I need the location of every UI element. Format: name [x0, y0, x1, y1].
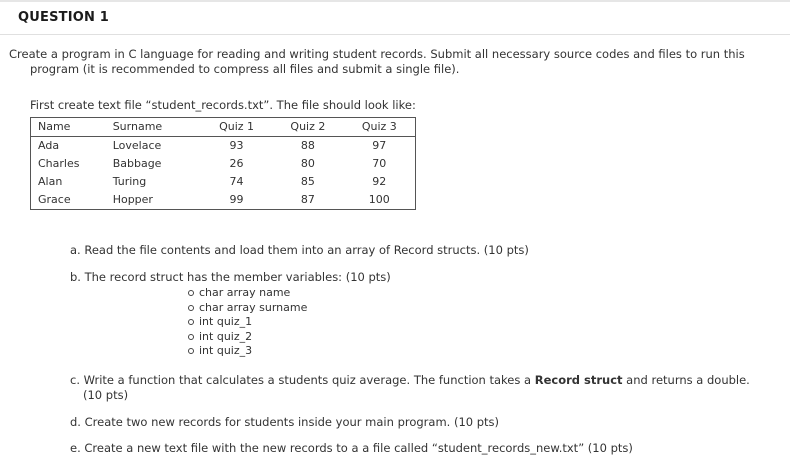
question-intro — [9, 47, 781, 77]
table-row — [31, 173, 416, 191]
hollow-bullet-icon — [188, 319, 194, 325]
hollow-bullet-icon — [188, 305, 194, 311]
header-surname: Surname — [113, 118, 201, 137]
cell-surname: Lovelace — [112, 139, 162, 152]
list-item — [188, 301, 307, 316]
member-label: int quiz_2 — [199, 329, 253, 343]
student-records-table — [30, 117, 416, 210]
top-divider — [0, 0, 790, 2]
table-lead-text: First create text file “student_records.txt”. The file should look like: — [30, 98, 416, 112]
title-divider — [0, 34, 790, 35]
task-c-text: c. Write a function that calculates a students quiz average. The function takes a — [70, 373, 535, 387]
member-label: char array surname — [199, 300, 308, 314]
struct-member-list — [188, 286, 307, 359]
task-c-emphasis: Record struct — [534, 373, 623, 387]
member-label: int quiz_3 — [199, 344, 253, 357]
table-row — [31, 191, 416, 210]
task-e: e. Create a new text file with the new records to a a file called “student_records_new.txt” (10 pts) — [70, 441, 633, 455]
list-item — [188, 344, 307, 359]
cell-surname: Hopper — [112, 193, 153, 206]
member-label: char array name — [199, 286, 291, 299]
cell-quiz-2: 80 — [300, 157, 315, 170]
cell-quiz-1: 26 — [229, 157, 244, 170]
cell-quiz-3: 70 — [372, 157, 387, 170]
cell-quiz-3: 100 — [368, 193, 390, 206]
table-header-row — [31, 118, 416, 137]
list-item — [188, 286, 307, 301]
list-item — [188, 315, 307, 330]
question-title: QUESTION 1 — [18, 10, 110, 25]
cell-quiz-3: 97 — [372, 139, 387, 152]
task-b: b. The record struct has the member variables: (10 pts) — [70, 270, 391, 284]
cell-quiz-3: 92 — [372, 175, 387, 188]
header-quiz-3: Quiz 3 — [344, 118, 416, 137]
cell-name: Charles — [38, 157, 80, 170]
list-item — [188, 330, 307, 345]
task-c-text-end: and returns a double. — [622, 373, 750, 387]
cell-name: Ada — [38, 139, 60, 152]
cell-quiz-1: 93 — [229, 139, 244, 152]
task-c-line-1 — [70, 373, 782, 388]
task-a: a. Read the file contents and load them into an array of Record structs. (10 pts) — [70, 243, 529, 257]
cell-quiz-1: 74 — [229, 175, 244, 188]
hollow-bullet-icon — [188, 348, 194, 354]
intro-line-2: program (it is recommended to compress all files and submit a single file). — [30, 62, 460, 76]
table-row — [31, 137, 416, 156]
hollow-bullet-icon — [188, 334, 194, 340]
cell-quiz-2: 85 — [300, 175, 315, 188]
header-name: Name — [31, 118, 113, 137]
cell-quiz-2: 87 — [300, 193, 315, 206]
cell-quiz-1: 99 — [229, 193, 244, 206]
member-label: int quiz_1 — [199, 315, 253, 328]
hollow-bullet-icon — [188, 290, 194, 296]
intro-line-1: Create a program in C language for reading and writing student records. Submit all necessary source codes and files to run this — [9, 47, 745, 61]
header-quiz-2: Quiz 2 — [272, 118, 343, 137]
cell-quiz-2: 88 — [300, 139, 315, 152]
task-c-points: (10 pts) — [83, 388, 129, 402]
cell-surname: Babbage — [112, 157, 162, 170]
table-row — [31, 155, 416, 173]
header-quiz-1: Quiz 1 — [201, 118, 272, 137]
cell-name: Alan — [38, 175, 63, 188]
cell-name: Grace — [38, 193, 71, 206]
task-c — [70, 373, 782, 403]
cell-surname: Turing — [112, 175, 147, 188]
task-d: d. Create two new records for students inside your main program. (10 pts) — [70, 415, 500, 429]
